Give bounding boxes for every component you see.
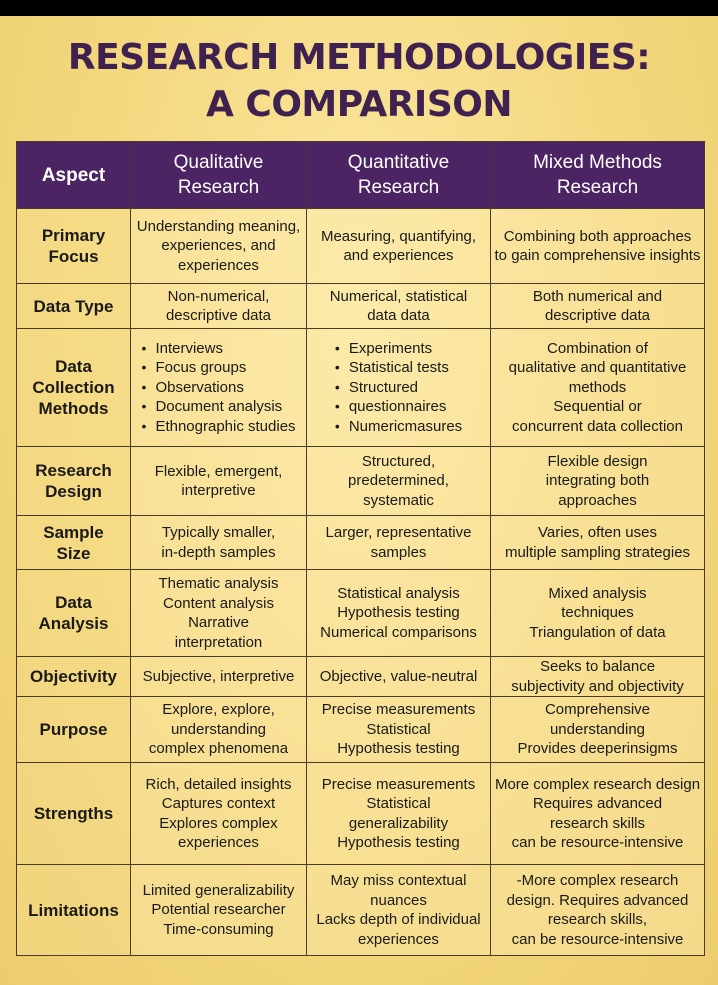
cell-qualitative bbox=[131, 284, 307, 329]
cell-line: methods bbox=[568, 378, 627, 396]
header-qualitative-line: Qualitative bbox=[173, 152, 264, 173]
cell-line: can be resource-intensive bbox=[511, 930, 684, 948]
cell-line: Sequential or bbox=[553, 398, 642, 416]
table-row bbox=[17, 284, 705, 329]
top-black-bar bbox=[0, 0, 718, 16]
table-row bbox=[17, 763, 705, 865]
cell-line: Measuring, quantifying, bbox=[320, 227, 477, 245]
cell-qualitative bbox=[131, 516, 307, 570]
list-item bbox=[141, 378, 295, 398]
table-row bbox=[17, 516, 705, 570]
aspect-line: Collection bbox=[32, 378, 115, 397]
cell-line: in-depth samples bbox=[161, 543, 276, 561]
aspect-line: Design bbox=[45, 482, 102, 501]
cell-quantitative bbox=[307, 516, 491, 570]
cell-line: Time-consuming bbox=[163, 920, 274, 938]
list-item bbox=[335, 339, 462, 359]
cell-qualitative bbox=[131, 329, 307, 447]
cell-line: experiences bbox=[178, 834, 259, 851]
cell-qualitative bbox=[131, 763, 307, 865]
cell-line: Subjective, interpretive bbox=[142, 667, 295, 685]
list-item-text: Focus groups bbox=[155, 359, 247, 377]
cell-line: Statistical bbox=[366, 795, 431, 812]
list-item bbox=[141, 358, 295, 378]
list-item-text: Statistical tests bbox=[348, 359, 449, 377]
title-line-2: A COMPARISON bbox=[206, 84, 512, 125]
cell-line: Larger, representative bbox=[325, 524, 472, 541]
cell-quantitative bbox=[307, 570, 491, 657]
cell-line: research skills, bbox=[547, 911, 648, 928]
cell-line: Rich, detailed insights bbox=[145, 775, 292, 793]
cell-mixed bbox=[491, 447, 705, 516]
cell-line: research skills bbox=[549, 814, 646, 832]
cell-line: Combination of bbox=[547, 339, 648, 357]
list-item bbox=[335, 378, 462, 398]
cell-line: Hypothesis testing bbox=[337, 740, 460, 758]
table-row bbox=[17, 329, 705, 447]
list-item-text: Numericmasures bbox=[348, 417, 463, 435]
cell-line: understanding bbox=[549, 720, 646, 738]
cell-line: Structured, bbox=[361, 452, 436, 470]
bullet-icon: • bbox=[334, 359, 340, 376]
bullet-icon: • bbox=[141, 417, 147, 434]
cell-line: Flexible design bbox=[547, 452, 648, 470]
cell-qualitative bbox=[131, 865, 307, 956]
cell-quantitative bbox=[307, 329, 491, 447]
cell-line: Statistical analysis bbox=[337, 584, 460, 602]
cell-line: More complex research design bbox=[494, 775, 701, 793]
cell-line: understanding bbox=[170, 720, 267, 738]
bullet-icon: • bbox=[141, 359, 147, 376]
cell-line: techniques bbox=[561, 604, 634, 622]
cell-line: can be resource-intensive bbox=[511, 834, 684, 851]
header-mixed bbox=[491, 142, 705, 209]
row-aspect-label bbox=[17, 657, 131, 697]
cell-line: Varies, often uses bbox=[538, 524, 657, 541]
cell-line: Both numerical and bbox=[532, 287, 663, 305]
list-item-text: Experiments bbox=[348, 339, 433, 357]
cell-line: interpretive bbox=[181, 482, 256, 499]
cell-line: experiences bbox=[358, 930, 439, 948]
cell-line: Captures context bbox=[161, 795, 276, 812]
table-row bbox=[17, 209, 705, 284]
aspect-line: Methods bbox=[38, 399, 109, 418]
bullet-icon: • bbox=[334, 378, 340, 395]
list-item bbox=[141, 417, 295, 437]
aspect-line: Research bbox=[35, 461, 112, 480]
aspect-line: Size bbox=[56, 543, 91, 563]
cell-line: systematic bbox=[363, 491, 434, 509]
cell-mixed bbox=[491, 516, 705, 570]
header-aspect bbox=[17, 142, 131, 209]
cell-line: Explore, explore, bbox=[162, 701, 275, 719]
cell-line: descriptive data bbox=[165, 307, 272, 324]
aspect-line: Primary bbox=[41, 226, 106, 245]
row-aspect-label bbox=[17, 329, 131, 447]
aspect-line: Purpose bbox=[39, 720, 108, 739]
cell-line: Hypothesis testing bbox=[337, 604, 460, 622]
bullet-list bbox=[335, 339, 462, 437]
cell-line: design. Requires advanced bbox=[506, 891, 689, 909]
bullet-icon: • bbox=[334, 417, 340, 434]
list-item bbox=[335, 358, 462, 378]
page-title bbox=[0, 16, 718, 136]
cell-line: experiences bbox=[178, 256, 259, 274]
header-mixed-line: Research bbox=[556, 177, 639, 198]
row-aspect-label bbox=[17, 447, 131, 516]
list-item-text: Document analysis bbox=[155, 398, 283, 416]
cell-line: Understanding meaning, bbox=[136, 217, 301, 235]
row-aspect-label bbox=[17, 697, 131, 763]
row-aspect-label bbox=[17, 865, 131, 956]
cell-line: Narrative bbox=[188, 614, 249, 631]
aspect-line: Sample bbox=[43, 522, 104, 542]
cell-quantitative bbox=[307, 657, 491, 697]
cell-line: to gain comprehensive insights bbox=[494, 247, 701, 264]
table-header-row bbox=[17, 142, 705, 209]
table-body bbox=[17, 209, 705, 956]
cell-line: Potential researcher bbox=[151, 901, 286, 919]
bullet-icon: • bbox=[141, 398, 147, 415]
cell-line: descriptive data bbox=[544, 307, 651, 324]
cell-line: generalizability bbox=[348, 814, 449, 832]
cell-line: Flexible, emergent, bbox=[154, 462, 283, 480]
cell-line: concurrent data collection bbox=[512, 417, 683, 435]
cell-line: Statistical bbox=[366, 720, 431, 738]
cell-mixed bbox=[491, 657, 705, 697]
cell-line: Requires advanced bbox=[532, 795, 663, 812]
cell-line: May miss contextual bbox=[330, 872, 467, 889]
aspect-line: Analysis bbox=[38, 614, 109, 633]
cell-mixed bbox=[491, 284, 705, 329]
aspect-line: Strengths bbox=[33, 804, 114, 823]
cell-quantitative bbox=[307, 284, 491, 329]
cell-line: Precise measurements bbox=[321, 701, 476, 719]
cell-qualitative bbox=[131, 447, 307, 516]
row-aspect-label bbox=[17, 570, 131, 657]
cell-line: approaches bbox=[558, 491, 637, 509]
cell-line: Provides deeperinsigms bbox=[517, 740, 678, 758]
bullet-icon: • bbox=[334, 398, 340, 415]
row-aspect-label bbox=[17, 209, 131, 284]
list-item-text: Interviews bbox=[155, 339, 223, 357]
row-aspect-label bbox=[17, 516, 131, 570]
bullet-icon: • bbox=[141, 339, 147, 356]
cell-line: subjectivity and objectivity bbox=[511, 677, 684, 695]
aspect-line: Data bbox=[55, 593, 92, 612]
cell-line: experiences, and bbox=[161, 237, 276, 255]
list-item bbox=[141, 339, 295, 359]
header-mixed-line: Mixed Methods bbox=[533, 152, 662, 173]
bullet-list bbox=[141, 339, 295, 437]
cell-line: integrating both bbox=[545, 472, 650, 490]
table-row bbox=[17, 865, 705, 956]
cell-line: Triangulation of data bbox=[529, 623, 666, 641]
cell-line: Lacks depth of individual bbox=[316, 911, 481, 928]
header-aspect-label: Aspect bbox=[41, 164, 106, 186]
cell-mixed bbox=[491, 570, 705, 657]
cell-line: -More complex research bbox=[516, 872, 679, 889]
aspect-line: Focus bbox=[48, 247, 99, 266]
list-item bbox=[335, 417, 462, 437]
list-item-text: questionnaires bbox=[348, 398, 447, 416]
cell-quantitative bbox=[307, 763, 491, 865]
cell-mixed bbox=[491, 209, 705, 284]
cell-line: Precise measurements bbox=[321, 775, 476, 793]
cell-line: Non-numerical, bbox=[167, 287, 270, 305]
list-item-text: Structured bbox=[348, 378, 419, 396]
cell-mixed bbox=[491, 763, 705, 865]
cell-line: nuances bbox=[370, 891, 427, 909]
aspect-line: Limitations bbox=[28, 900, 119, 920]
header-qualitative bbox=[131, 142, 307, 209]
header-quantitative-line: Quantitative bbox=[347, 152, 450, 173]
table-row bbox=[17, 657, 705, 697]
row-aspect-label bbox=[17, 284, 131, 329]
list-item bbox=[335, 397, 462, 417]
cell-line: samples bbox=[370, 543, 427, 561]
list-item-text: Observations bbox=[155, 378, 244, 396]
table-row bbox=[17, 570, 705, 657]
header-quantitative bbox=[307, 142, 491, 209]
cell-line: Hypothesis testing bbox=[337, 834, 460, 851]
aspect-line: Objectivity bbox=[30, 667, 117, 686]
cell-line: Comprehensive bbox=[544, 701, 651, 719]
aspect-line: Data Type bbox=[33, 296, 114, 316]
table-row bbox=[17, 447, 705, 516]
cell-line: data data bbox=[367, 307, 430, 324]
cell-line: Mixed analysis bbox=[548, 584, 647, 602]
cell-mixed bbox=[491, 697, 705, 763]
cell-line: qualitative and quantitative bbox=[508, 359, 687, 377]
cell-line: Thematic analysis bbox=[158, 575, 279, 592]
cell-line: Numerical, statistical bbox=[329, 287, 468, 305]
comparison-table bbox=[16, 141, 705, 956]
cell-qualitative bbox=[131, 570, 307, 657]
list-item-text: Ethnographic studies bbox=[155, 417, 296, 435]
aspect-line: Data bbox=[55, 357, 92, 376]
cell-line: Seeks to balance bbox=[539, 658, 656, 675]
cell-line: and experiences bbox=[343, 247, 454, 264]
cell-mixed bbox=[491, 329, 705, 447]
cell-quantitative bbox=[307, 865, 491, 956]
cell-quantitative bbox=[307, 447, 491, 516]
cell-line: Typically smaller, bbox=[161, 524, 276, 541]
cell-line: interpretation bbox=[174, 633, 263, 651]
cell-qualitative bbox=[131, 697, 307, 763]
table-row bbox=[17, 697, 705, 763]
cell-line: Limited generalizability bbox=[142, 881, 295, 899]
cell-line: Numerical comparisons bbox=[320, 623, 477, 641]
bullet-icon: • bbox=[141, 378, 147, 395]
cell-mixed bbox=[491, 865, 705, 956]
cell-line: Explores complex bbox=[159, 814, 278, 832]
cell-line: predetermined, bbox=[348, 472, 449, 490]
cell-line: complex phenomena bbox=[148, 740, 289, 758]
row-aspect-label bbox=[17, 763, 131, 865]
cell-qualitative bbox=[131, 657, 307, 697]
infographic-poster bbox=[0, 16, 718, 985]
cell-line: multiple sampling strategies bbox=[504, 543, 691, 561]
cell-quantitative bbox=[307, 697, 491, 763]
cell-line: Objective, value-neutral bbox=[319, 667, 478, 685]
header-qualitative-line: Research bbox=[177, 177, 260, 198]
cell-line: Combining both approaches bbox=[503, 227, 692, 245]
title-line-1: RESEARCH METHODOLOGIES: bbox=[67, 37, 651, 78]
cell-quantitative bbox=[307, 209, 491, 284]
cell-qualitative bbox=[131, 209, 307, 284]
header-quantitative-line: Research bbox=[357, 177, 440, 198]
cell-line: Content analysis bbox=[163, 594, 274, 612]
list-item bbox=[141, 397, 295, 417]
bullet-icon: • bbox=[334, 339, 340, 356]
